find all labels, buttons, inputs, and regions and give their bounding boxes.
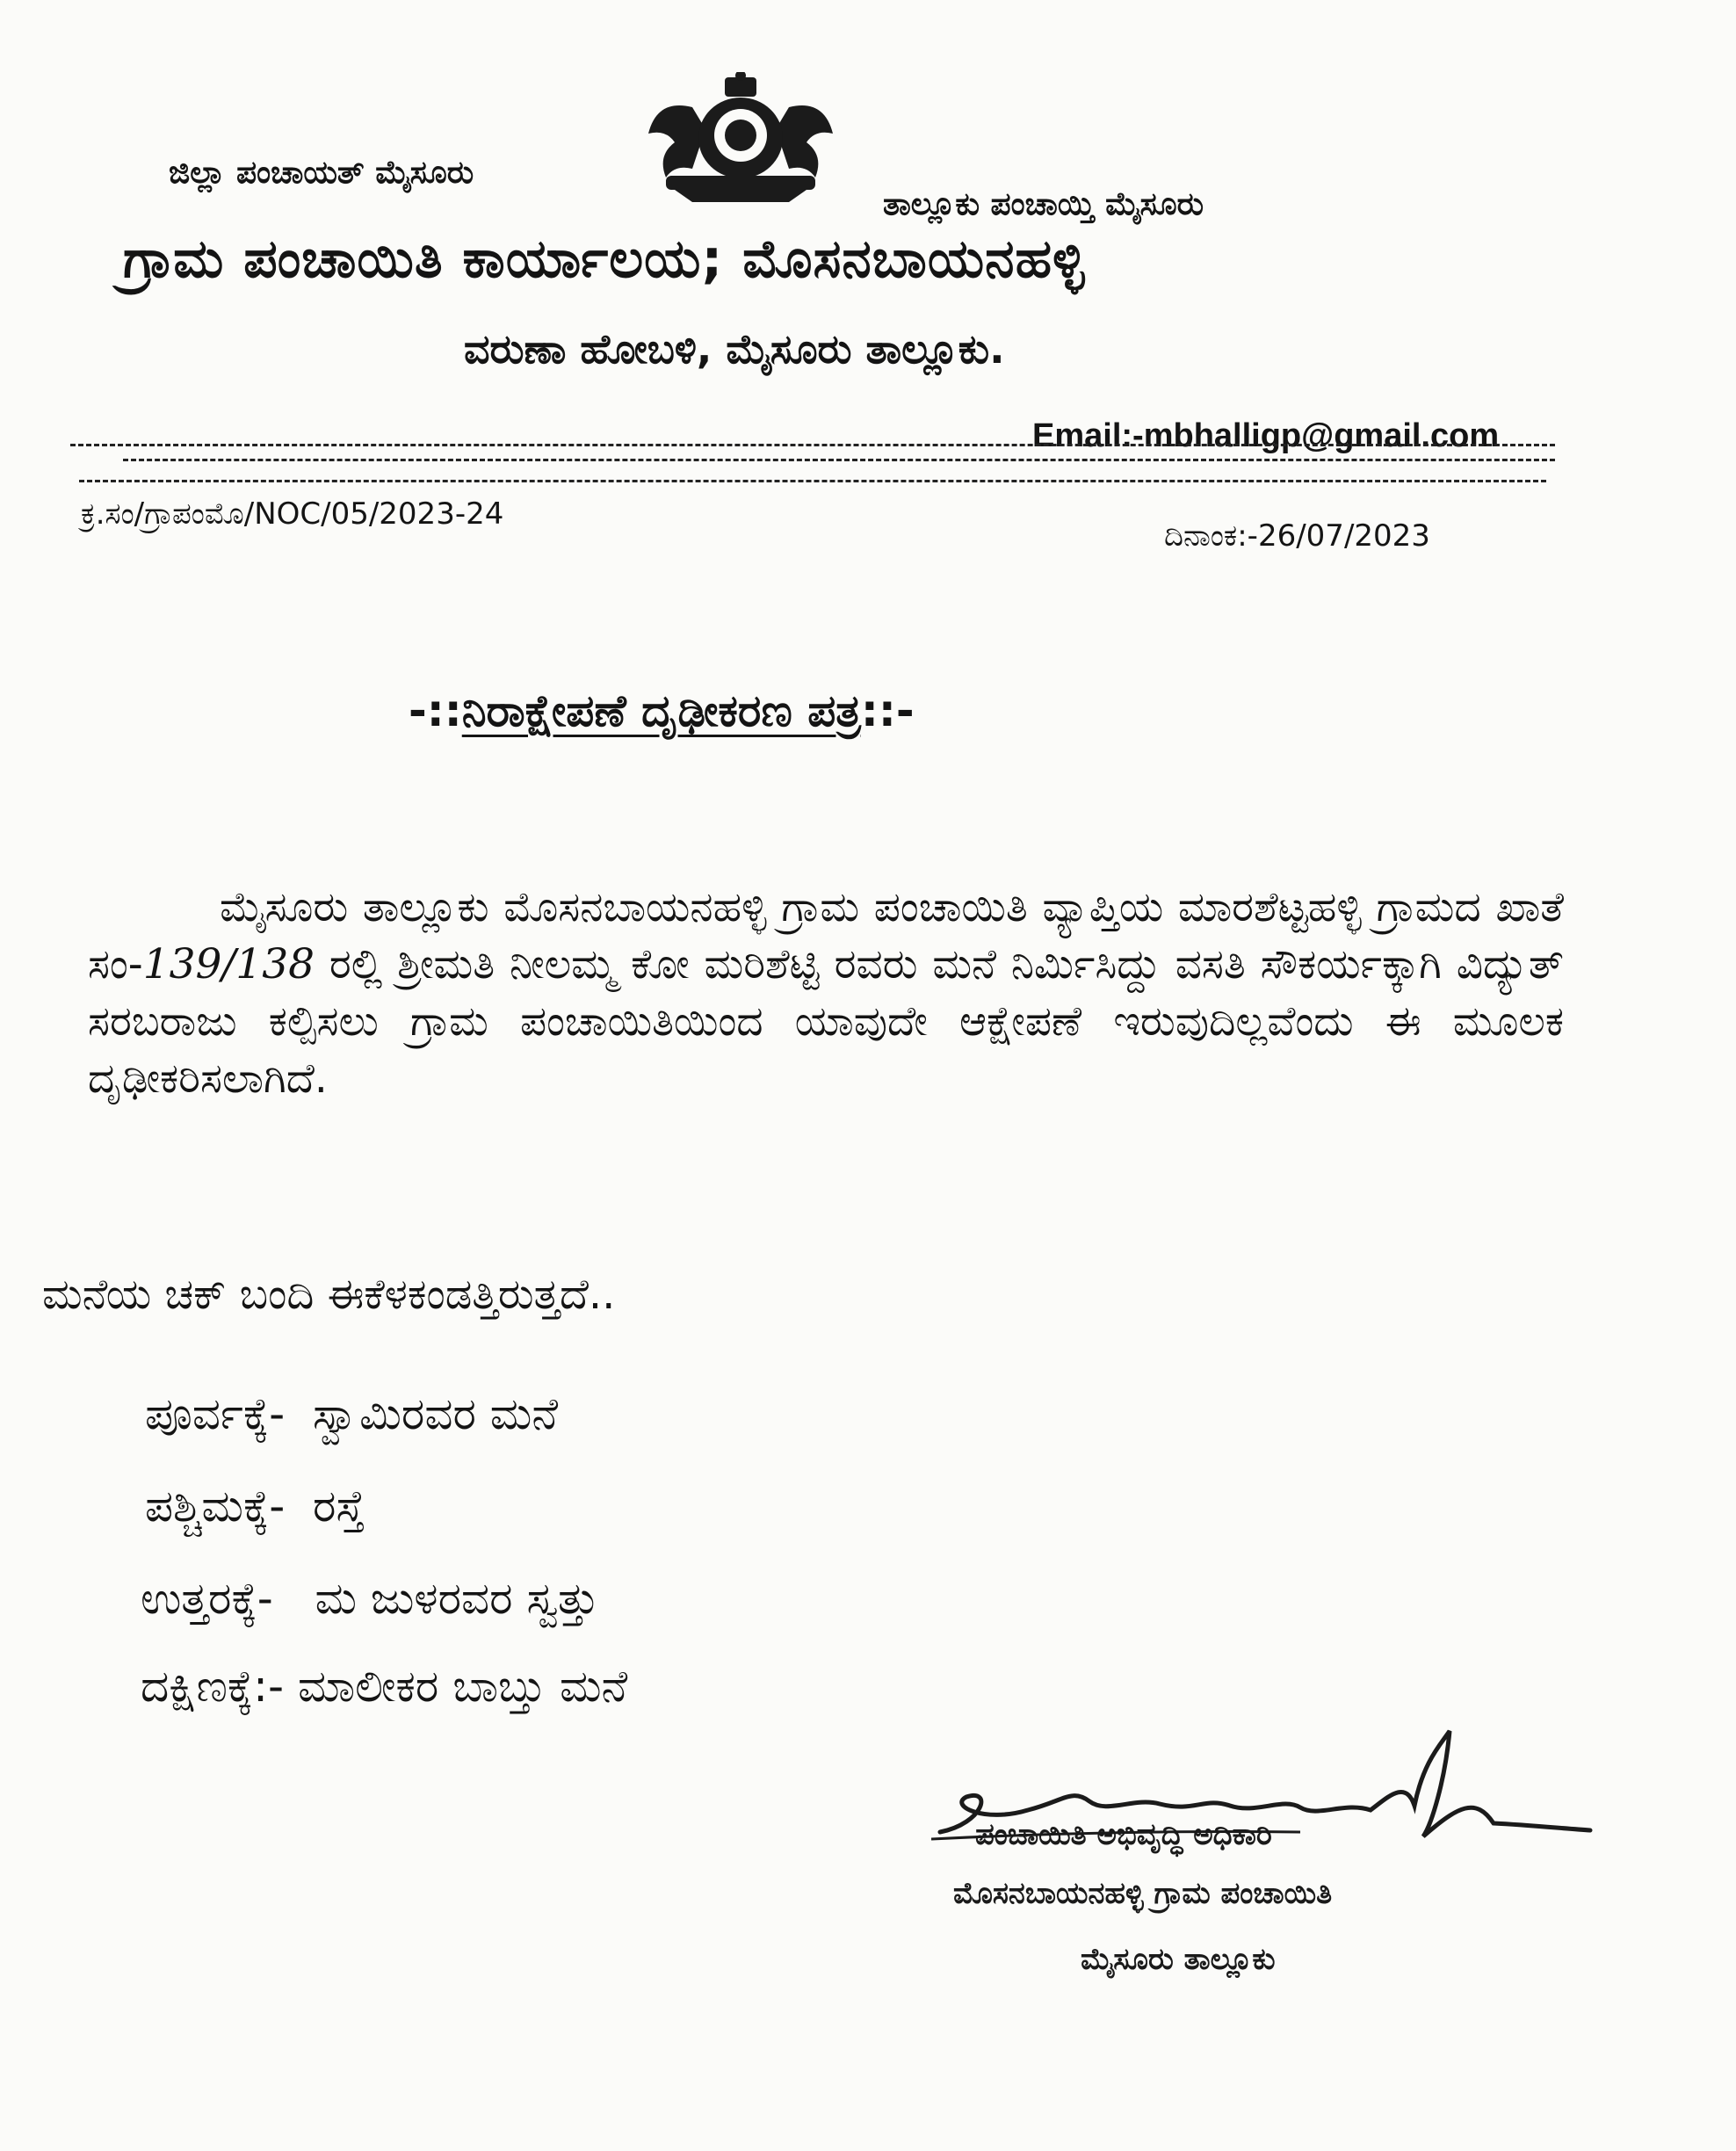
boundary-east xyxy=(145,1388,558,1440)
title-prefix: -:: xyxy=(409,685,462,736)
stamp-panchayat: ಮೊಸನಬಾಯನಹಳ್ಳಿ ಗ್ರಾಮ ಪಂಚಾಯಿತಿ xyxy=(953,1876,1333,1911)
header-divider xyxy=(123,459,1555,461)
office-title: ಗ್ರಾಮ ಪಂಚಾಯಿತಿ ಕಾರ್ಯಾಲಯ; ಮೊಸನಬಾಯನಹಳ್ಳಿ xyxy=(123,228,1086,290)
boundary-direction: ಪೂರ್ವಕ್ಕೆ- xyxy=(145,1388,286,1439)
office-email: Email:-mbhalligp@gmail.com xyxy=(1032,417,1500,454)
state-emblem-icon xyxy=(640,72,842,204)
body-part2: ರಲ್ಲಿ ಶ್ರೀಮತಿ ನೀಲಮ್ಮ ಕೋ ಮರಿಶೆಟ್ಟಿ ರವರು ಮನೆ ನಿರ್ಮಿಸಿದ್ದು ವಸತಿ ಸೌಕರ್ಯಕ್ಕಾಗಿ ವಿದ್ಯುತ್ ಸರಬರಾಜು ಕಲ್ಪಿಸಲು ಗ್ರಾಮ ಪಂಚಾಯಿತಿಯಿಂದ ಯಾವುದೇ ಆಕ್ಷೇಪಣೆ ಇರುವುದಿಲ್ಲವೆಂದು ಈ ಮೂಲಕ ದೃಢೀಕರಿಸಲಾಗಿದೆ. xyxy=(88,940,1564,1103)
khata-number: 139/138 xyxy=(142,940,315,989)
letter-date: ದಿನಾಂಕ:-26/07/2023 xyxy=(1164,518,1430,554)
boundary-north xyxy=(141,1573,599,1625)
boundary-value: ಮಾಲೀಕರ ಬಾಬ್ತು ಮನೆ xyxy=(297,1661,628,1712)
office-location: ವರುಣಾ ಹೋಬಳಿ, ಮೈಸೂರು ತಾಲ್ಲೂಕು. xyxy=(464,325,1005,373)
title-suffix: ::- xyxy=(860,685,915,736)
title-text: ನಿರಾಕ್ಷೇಪಣೆ ದೃಢೀಕರಣ ಪತ್ರ xyxy=(461,685,861,736)
boundary-west xyxy=(145,1481,365,1532)
taluk-panchayat-label: ತಾಲ್ಲೂಕು ಪಂಚಾಯ್ತಿ ಮೈಸೂರು xyxy=(883,186,1204,222)
header-divider xyxy=(79,480,1546,482)
boundary-south xyxy=(141,1661,627,1713)
chakbandi-intro: ಮನೆಯ ಚಕ್ ಬಂದಿ ಈಕೆಳಕಂಡತ್ತಿರುತ್ತದೆ.. xyxy=(42,1270,616,1319)
body-paragraph xyxy=(88,879,1564,1107)
stamp-designation: ಪಂಚಾಯಿತಿ ಅಭಿವೃದ್ಧಿ ಅಧಿಕಾರಿ xyxy=(975,1817,1272,1852)
district-panchayat-label: ಜಿಲ್ಲಾ ಪಂಚಾಯತ್ ಮೈಸೂರು xyxy=(169,155,474,191)
document-title xyxy=(409,685,915,737)
stamp-taluk: ಮೈಸೂರು ತಾಲ್ಲೂಕು xyxy=(1081,1942,1276,1977)
body-part1: ಮೈಸೂರು ತಾಲ್ಲೂಕು ಮೊಸನಬಾಯನಹಳ್ಳಿ ಗ್ರಾಮ ಪಂಚಾಯಿತಿ ವ್ಯಾಪ್ತಿಯ ಮಾರಶೆಟ್ಟಹಳ್ಳಿ ಗ್ರಾಮದ ಖಾತೆ ಸಂ- xyxy=(88,883,1564,989)
boundary-direction: ಉತ್ತರಕ್ಕೆ- xyxy=(141,1573,273,1624)
boundary-value: ಮ ಜುಳರವರ ಸ್ವತ್ತು xyxy=(315,1573,599,1624)
boundary-direction: ಪಶ್ಚಿಮಕ್ಕೆ- xyxy=(145,1481,286,1532)
reference-number: ಕ್ರ.ಸಂ/ಗ್ರಾಪಂಮೊ/NOC/05/2023-24 xyxy=(81,496,504,532)
boundary-direction: ದಕ್ಷಿಣಕ್ಕೆ:- xyxy=(141,1661,285,1712)
boundary-value: ಸ್ವಾಮಿರವರ ಮನೆ xyxy=(312,1388,559,1439)
header-divider xyxy=(70,444,1555,446)
boundary-value: ರಸ್ತೆ xyxy=(313,1481,365,1532)
